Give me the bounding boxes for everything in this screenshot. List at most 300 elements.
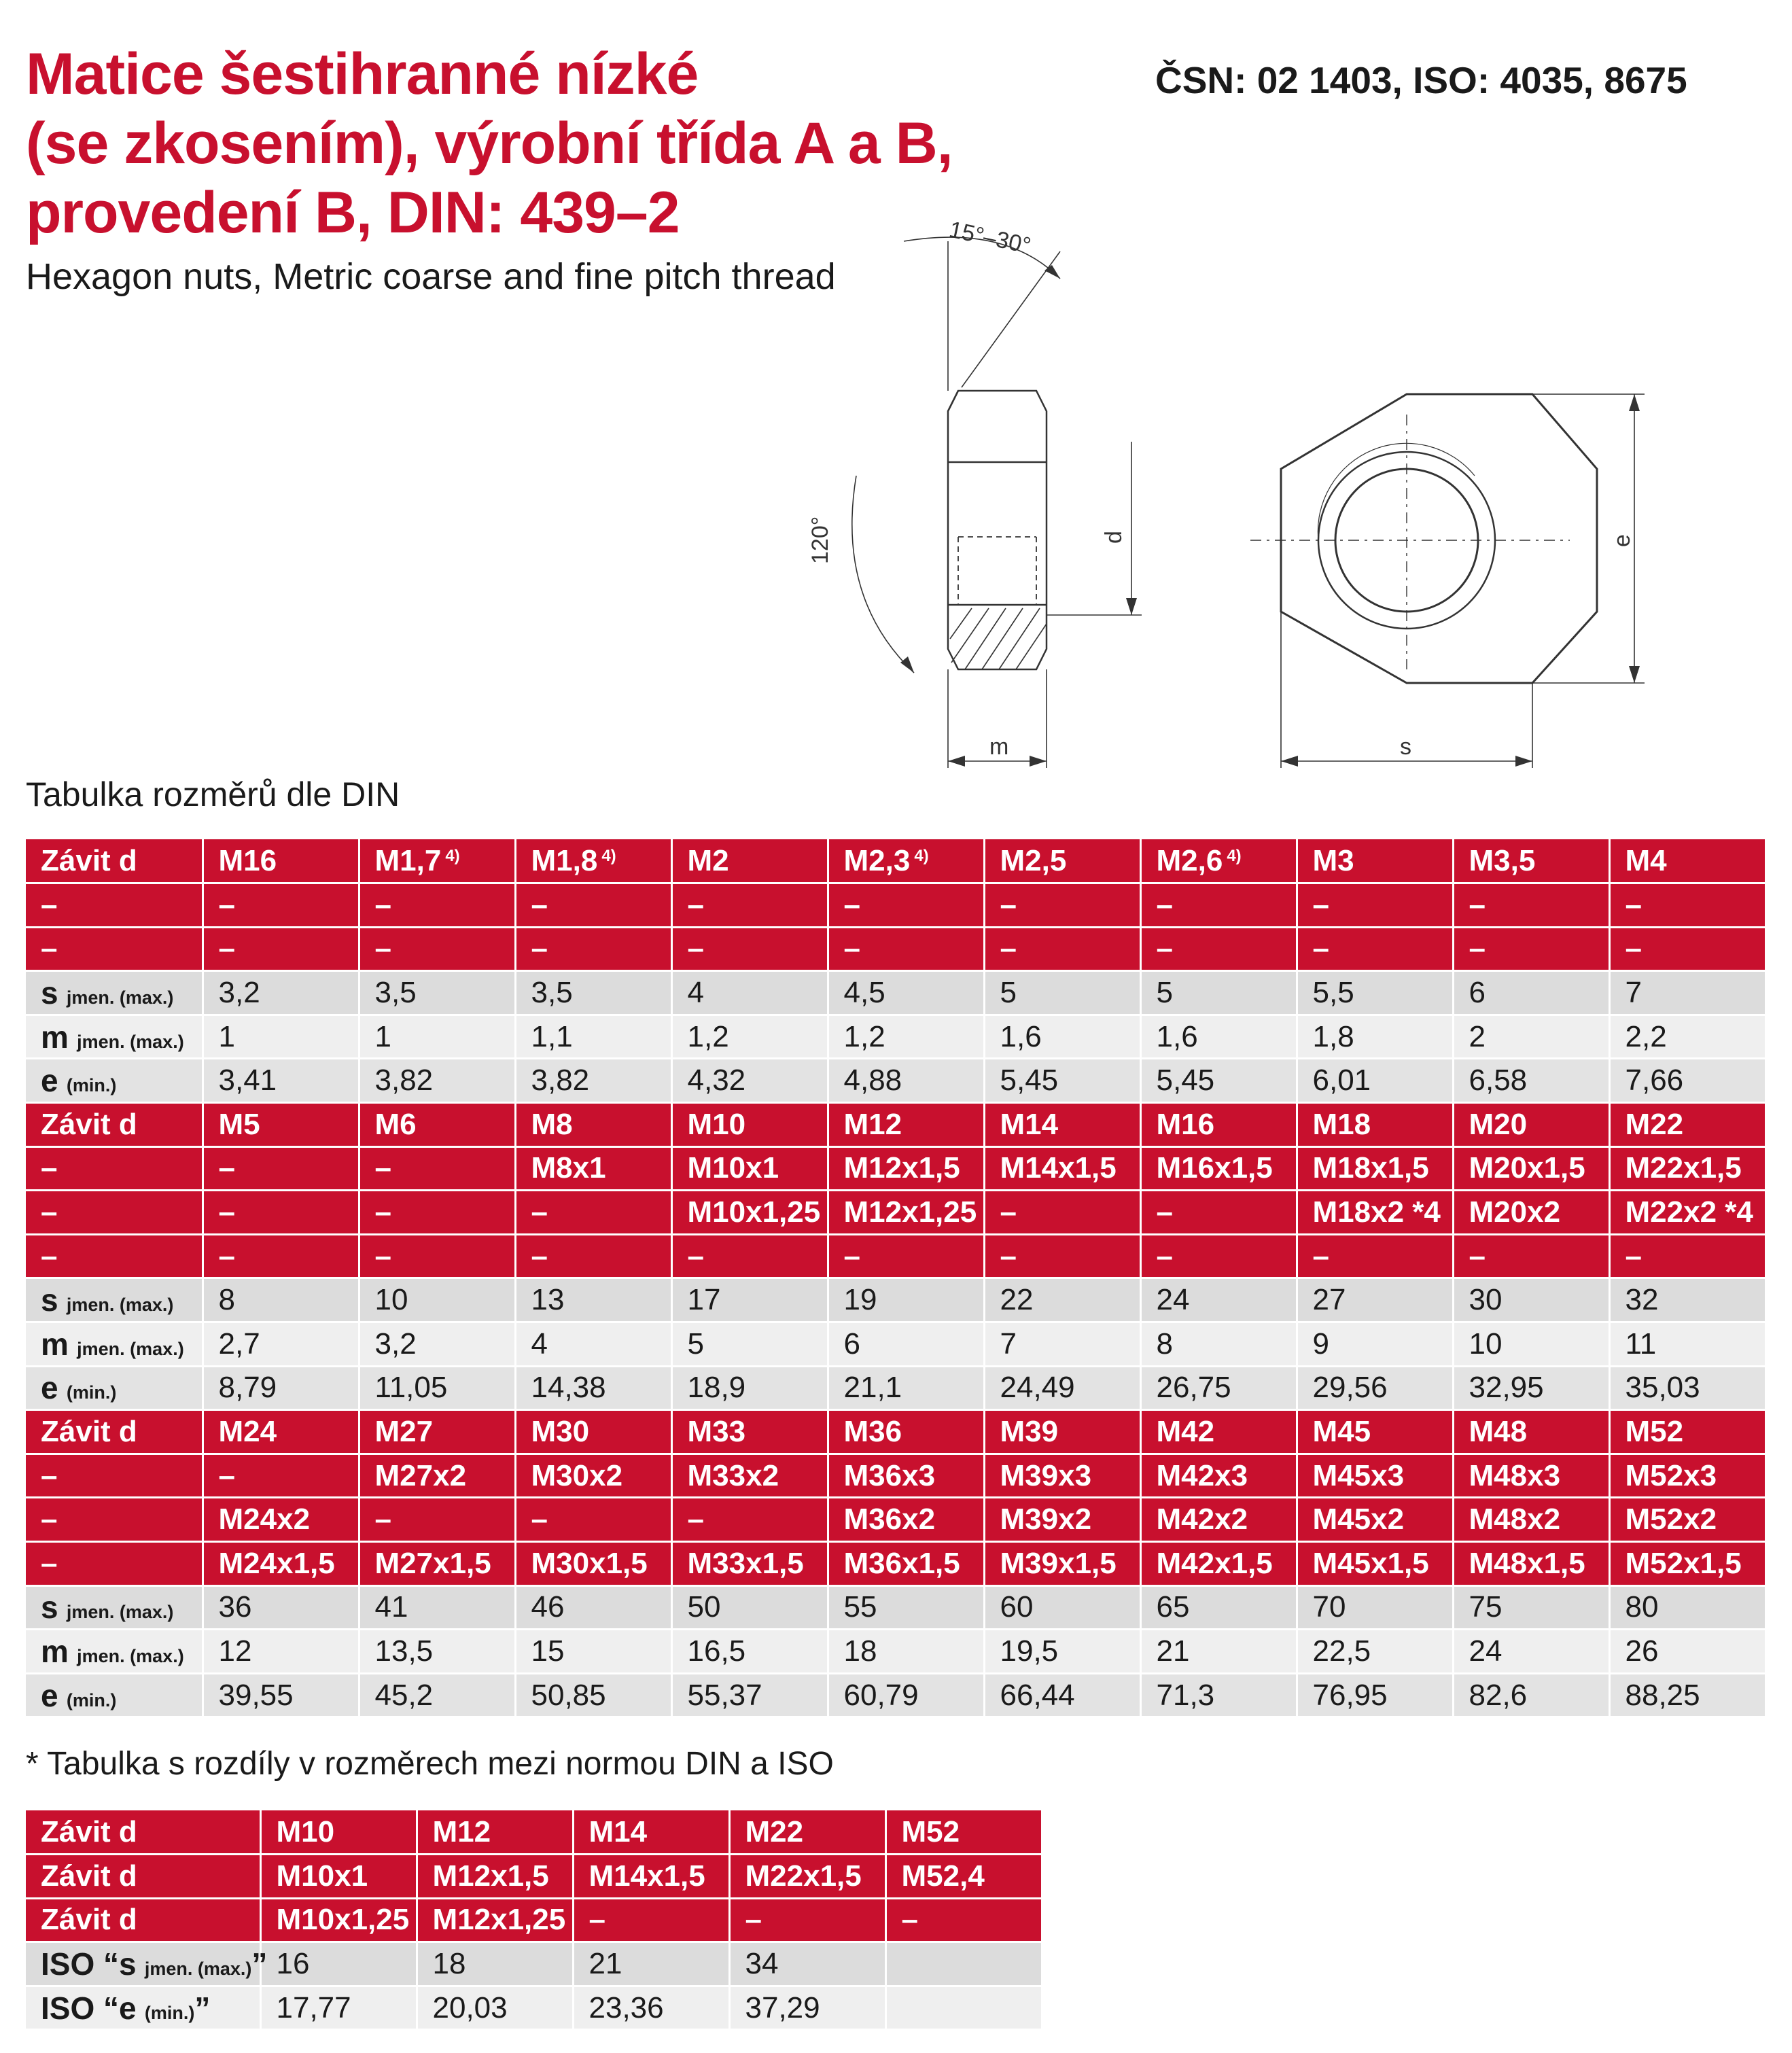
dim-value: 5,5 (1297, 971, 1453, 1015)
thread-value: M1,8 (531, 843, 598, 877)
thread-value: M22 (1625, 1107, 1684, 1141)
alt-thread-cell: M36x1,5 (828, 1542, 984, 1586)
thread-value: M16 (218, 843, 277, 877)
dim-value: 21,1 (828, 1366, 984, 1410)
dim-value: 45,2 (359, 1673, 515, 1717)
thread-cell (203, 1103, 359, 1147)
thread-cell (1609, 1410, 1765, 1454)
alt-thread-cell: M45x1,5 (1297, 1542, 1453, 1586)
thread-value: M2 (687, 843, 729, 877)
dim-value: 10 (1453, 1322, 1609, 1367)
alt-thread-cell: – (203, 883, 359, 928)
footnote-ref: 4) (445, 846, 460, 865)
dim-value: 80 (1609, 1585, 1765, 1630)
dim-value: 5,45 (984, 1059, 1140, 1103)
standard-reference: ČSN: 02 1403, ISO: 4035, 8675 (1155, 59, 1687, 101)
dim-value: 15 (515, 1630, 671, 1674)
dim-value: 11 (1609, 1322, 1765, 1367)
alt-thread-label: – (26, 1234, 203, 1278)
thread-cell (203, 1410, 359, 1454)
thread-value: M16 (1156, 1107, 1215, 1141)
dim-value: 41 (359, 1585, 515, 1630)
dim-value: 13,5 (359, 1630, 515, 1674)
alt-thread-cell: M48x3 (1453, 1454, 1609, 1498)
thread-value: M18 (1312, 1107, 1371, 1141)
alt-thread-cell: M16x1,5 (1140, 1146, 1297, 1191)
angle-top-label: 15°–30° (947, 216, 1034, 260)
dim-value: 27 (1297, 1278, 1453, 1322)
dim-value: 3,82 (359, 1059, 515, 1103)
dim-value: 5,45 (1140, 1059, 1297, 1103)
alt-thread-cell: – (671, 883, 828, 928)
dim-value: 76,95 (1297, 1673, 1453, 1717)
alt-thread-cell: M8x1 (515, 1146, 671, 1191)
dim-value: 18 (828, 1630, 984, 1674)
thread-value: M36 (843, 1415, 902, 1449)
alt-thread-cell: – (515, 1234, 671, 1278)
alt-thread-cell: M30x1,5 (515, 1542, 671, 1586)
alt-thread-cell: – (984, 1234, 1140, 1278)
alt-thread-cell: M39x2 (984, 1498, 1140, 1542)
thread-value: M12 (843, 1107, 902, 1141)
dim-value: 1,8 (1297, 1015, 1453, 1059)
title-line-3: provedení B, DIN: 439–2 (26, 180, 680, 245)
thread-cell (984, 1103, 1140, 1147)
dim-value: 5 (671, 1322, 828, 1367)
dim-value: 3,2 (359, 1322, 515, 1367)
dim-value: 29,56 (1297, 1366, 1453, 1410)
dim-row-s (26, 971, 1765, 1015)
thread-value: M3 (1312, 843, 1354, 877)
thread-cell (828, 1410, 984, 1454)
alt-thread-cell: M33x2 (671, 1454, 828, 1498)
alt-thread-cell: – (1453, 1234, 1609, 1278)
thread-cell (1453, 839, 1609, 883)
alt-thread-cell: M42x2 (1140, 1498, 1297, 1542)
dim-value: 65 (1140, 1585, 1297, 1630)
dim-value: 7 (1609, 971, 1765, 1015)
thread-label: Závit d (26, 1410, 203, 1454)
iso-qualifier: (min.) (144, 2002, 195, 2023)
alt-thread-cell: – (1609, 927, 1765, 971)
diff-thread-cell: M12 (417, 1810, 573, 1855)
thread-row (26, 1103, 1765, 1147)
diff-thread-label: Závit d (26, 1855, 260, 1899)
hatched-section (950, 608, 1047, 669)
dim-value: 13 (515, 1278, 671, 1322)
alt-thread-cell: M42x1,5 (1140, 1542, 1297, 1586)
dim-d-label: d (1101, 531, 1127, 544)
dim-value: 26 (1609, 1630, 1765, 1674)
thread-cell (1297, 839, 1453, 883)
alt-thread-cell: – (359, 927, 515, 971)
diff-iso_s-row (26, 1942, 1042, 1986)
thread-value: M2,6 (1156, 843, 1223, 877)
dim-value: 22,5 (1297, 1630, 1453, 1674)
dim-value: 6 (1453, 971, 1609, 1015)
dim-value: 4,5 (828, 971, 984, 1015)
thread-cell (984, 1410, 1140, 1454)
dim-value: 7,66 (1609, 1059, 1765, 1103)
alt-thread-row (26, 1542, 1765, 1586)
dim-qualifier: jmen. (max.) (77, 1645, 184, 1666)
dim-value: 55,37 (671, 1673, 828, 1717)
dim-value: 8,79 (203, 1366, 359, 1410)
alt-thread-row (26, 1146, 1765, 1191)
alt-thread-cell: M10x1,25 (671, 1191, 828, 1235)
alt-thread-cell: M20x1,5 (1453, 1146, 1609, 1191)
thread-value: M39 (1000, 1415, 1059, 1449)
diff-thread-cell: M14 (573, 1810, 729, 1855)
alt-thread-cell: – (515, 1191, 671, 1235)
alt-thread-cell: M20x2 (1453, 1191, 1609, 1235)
footnote-ref: 4) (601, 846, 616, 865)
alt-thread-cell: – (1140, 883, 1297, 928)
alt-thread-cell: M22x2 *4 (1609, 1191, 1765, 1235)
alt-thread-cell: – (359, 883, 515, 928)
title-line-1: Matice šestihranné nízké (26, 41, 699, 107)
dim-value: 32,95 (1453, 1366, 1609, 1410)
thread-value: M30 (531, 1415, 590, 1449)
dim-value: 3,2 (203, 971, 359, 1015)
diff-thread-cell: M10 (260, 1810, 417, 1855)
dim-qualifier: jmen. (max.) (66, 1602, 174, 1623)
dim-label-e (26, 1366, 203, 1410)
dim-qualifier: (min.) (66, 1689, 117, 1710)
alt-thread-cell: – (203, 1454, 359, 1498)
dim-value: 8 (203, 1278, 359, 1322)
iso-prefix: ISO “s (41, 1946, 137, 1982)
alt-thread-row (26, 1191, 1765, 1235)
dim-value: 2,2 (1609, 1015, 1765, 1059)
dim-value: 60,79 (828, 1673, 984, 1717)
thread-cell (1140, 839, 1297, 883)
dim-value: 8 (1140, 1322, 1297, 1367)
alt-thread-cell: – (359, 1146, 515, 1191)
alt-thread-cell: M10x1 (671, 1146, 828, 1191)
dim-value: 12 (203, 1630, 359, 1674)
alt-thread-cell: – (203, 927, 359, 971)
iso-diff-table (26, 1810, 1043, 2031)
thread-value: M8 (531, 1107, 573, 1141)
iso-prefix: ISO “e (41, 1990, 137, 2026)
alt-thread-cell: – (515, 883, 671, 928)
dim-label-e (26, 1673, 203, 1717)
dim-row-m (26, 1630, 1765, 1674)
diff-thread-cell: M14x1,5 (573, 1855, 729, 1899)
dim-value: 9 (1297, 1322, 1453, 1367)
alt-thread-cell: – (359, 1191, 515, 1235)
thread-value: M24 (218, 1415, 277, 1449)
dim-value: 7 (984, 1322, 1140, 1367)
thread-cell (671, 1410, 828, 1454)
dim-value: 3,5 (359, 971, 515, 1015)
alt-thread-row (26, 1234, 1765, 1278)
alt-thread-cell: – (1297, 1234, 1453, 1278)
alt-thread-cell: M39x3 (984, 1454, 1140, 1498)
dim-symbol: s (41, 1590, 58, 1626)
thread-cell (359, 1410, 515, 1454)
side-view-outline (948, 391, 1047, 669)
dim-e-label: e (1609, 534, 1635, 547)
alt-thread-cell: M42x3 (1140, 1454, 1297, 1498)
dim-label-m (26, 1322, 203, 1367)
thread-value: M33 (687, 1415, 746, 1449)
alt-thread-cell: M12x1,5 (828, 1146, 984, 1191)
thread-value: M45 (1312, 1415, 1371, 1449)
dim-value: 50,85 (515, 1673, 671, 1717)
dim-value: 2 (1453, 1015, 1609, 1059)
dim-value: 70 (1297, 1585, 1453, 1630)
alt-thread-cell: – (203, 1146, 359, 1191)
diff-thread-cell: M10x1 (260, 1855, 417, 1899)
dim-value: 3,5 (515, 971, 671, 1015)
diff-thread-label: Závit d (26, 1810, 260, 1855)
dim-value: 10 (359, 1278, 515, 1322)
dim-value: 1,6 (1140, 1015, 1297, 1059)
thread-value: M3,5 (1469, 843, 1536, 877)
diff-value: 16 (260, 1942, 417, 1986)
dim-value: 4,88 (828, 1059, 984, 1103)
alt-thread-cell: M52x1,5 (1609, 1542, 1765, 1586)
thread-cell (1297, 1410, 1453, 1454)
dim-qualifier: jmen. (max.) (77, 1031, 184, 1052)
alt-thread-cell: M14x1,5 (984, 1146, 1140, 1191)
alt-thread-label: – (26, 927, 203, 971)
dim-value: 24 (1453, 1630, 1609, 1674)
dim-value: 82,6 (1453, 1673, 1609, 1717)
alt-thread-cell: – (671, 1234, 828, 1278)
alt-thread-cell: M36x3 (828, 1454, 984, 1498)
dim-row-e (26, 1673, 1765, 1717)
dim-row-m (26, 1015, 1765, 1059)
dim-symbol: e (41, 1063, 58, 1099)
thread-cell (203, 839, 359, 883)
alt-thread-cell: – (203, 1234, 359, 1278)
alt-thread-cell: M52x3 (1609, 1454, 1765, 1498)
diff-thread-row (26, 1810, 1042, 1855)
alt-thread-cell: M39x1,5 (984, 1542, 1140, 1586)
thread-value: M1,7 (374, 843, 442, 877)
dim-m-label: m (989, 734, 1009, 760)
dim-value: 5 (984, 971, 1140, 1015)
alt-thread-label: – (26, 1191, 203, 1235)
alt-thread-cell: M48x1,5 (1453, 1542, 1609, 1586)
technical-drawing (781, 204, 1665, 782)
alt-thread-cell: M45x3 (1297, 1454, 1453, 1498)
alt-thread-cell: – (828, 1234, 984, 1278)
thread-value: M20 (1469, 1107, 1528, 1141)
alt-thread-label: – (26, 1498, 203, 1542)
alt-thread-cell: – (515, 927, 671, 971)
thread-value: M14 (1000, 1107, 1059, 1141)
dim-value: 6,58 (1453, 1059, 1609, 1103)
dim-symbol: e (41, 1370, 58, 1406)
alt-thread-cell: M27x2 (359, 1454, 515, 1498)
dim-value: 1,2 (828, 1015, 984, 1059)
dim-value: 1,2 (671, 1015, 828, 1059)
dim-value: 88,25 (1609, 1673, 1765, 1717)
alt-thread-row (26, 1454, 1765, 1498)
dim-label-s (26, 1585, 203, 1630)
footnote-ref: 4) (914, 846, 929, 865)
diff-iso_e-label (26, 1986, 260, 2030)
thread-value: M2,5 (1000, 843, 1067, 877)
dim-value: 35,03 (1609, 1366, 1765, 1410)
thread-cell (828, 1103, 984, 1147)
dim-value: 2,7 (203, 1322, 359, 1367)
thread-cell (671, 1103, 828, 1147)
dim-value: 24,49 (984, 1366, 1140, 1410)
dim-qualifier: jmen. (max.) (66, 987, 174, 1008)
dim-value: 6 (828, 1322, 984, 1367)
diff-value: 17,77 (260, 1986, 417, 2030)
diff-value: 21 (573, 1942, 729, 1986)
alt-thread-cell: M27x1,5 (359, 1542, 515, 1586)
dim-value: 6,01 (1297, 1059, 1453, 1103)
alt-thread-cell: – (671, 1498, 828, 1542)
dim-value: 71,3 (1140, 1673, 1297, 1717)
alt-thread-cell: – (203, 1191, 359, 1235)
diff-thread-label: Závit d (26, 1898, 260, 1942)
diff-value: 37,29 (729, 1986, 885, 2030)
thread-cell (1453, 1410, 1609, 1454)
dim-value: 3,41 (203, 1059, 359, 1103)
alt-thread-cell: – (828, 883, 984, 928)
footnote-ref: 4) (1227, 846, 1242, 865)
dim-row-m (26, 1322, 1765, 1367)
dim-value: 46 (515, 1585, 671, 1630)
diff-iso_e-row (26, 1986, 1042, 2030)
alt-thread-cell: – (359, 1234, 515, 1278)
diff-value: 34 (729, 1942, 885, 1986)
thread-value: M5 (218, 1107, 260, 1141)
diff-thread-cell: M10x1,25 (260, 1898, 417, 1942)
dim-qualifier: jmen. (max.) (66, 1295, 174, 1316)
thread-value: M2,3 (843, 843, 911, 877)
iso-qualifier: jmen. (max.) (144, 1959, 252, 1980)
dim-value: 1,6 (984, 1015, 1140, 1059)
thread-cell (1609, 1103, 1765, 1147)
thread-value: M4 (1625, 843, 1667, 877)
diff-thread-row (26, 1855, 1042, 1899)
diff-value (885, 1942, 1042, 1986)
thread-cell (359, 839, 515, 883)
alt-thread-cell: – (359, 1498, 515, 1542)
dim-value: 39,55 (203, 1673, 359, 1717)
thread-row (26, 1410, 1765, 1454)
dim-value: 30 (1453, 1278, 1609, 1322)
thread-cell (1453, 1103, 1609, 1147)
dim-value: 1 (359, 1015, 515, 1059)
diff-thread-cell: – (729, 1898, 885, 1942)
alt-thread-label: – (26, 1146, 203, 1191)
thread-value: M48 (1469, 1415, 1528, 1449)
thread-label: Závit d (26, 839, 203, 883)
dim-value: 16,5 (671, 1630, 828, 1674)
thread-cell (515, 1103, 671, 1147)
thread-cell (1609, 839, 1765, 883)
dim-value: 11,05 (359, 1366, 515, 1410)
alt-thread-cell: M24x1,5 (203, 1542, 359, 1586)
alt-thread-cell: – (984, 883, 1140, 928)
thread-cell (1140, 1410, 1297, 1454)
title-line-2: (se zkosením), výrobní třída A a B, (26, 111, 953, 176)
thread-cell (671, 839, 828, 883)
diff-thread-cell: M12x1,5 (417, 1855, 573, 1899)
thread-value: M27 (374, 1415, 434, 1449)
alt-thread-cell: – (1297, 927, 1453, 971)
dim-value: 26,75 (1140, 1366, 1297, 1410)
alt-thread-cell: M45x2 (1297, 1498, 1453, 1542)
dim-value: 17 (671, 1278, 828, 1322)
dim-row-e (26, 1366, 1765, 1410)
diff-thread-cell: M52 (885, 1810, 1042, 1855)
dim-symbol: m (41, 1326, 69, 1362)
alt-thread-cell: – (1140, 1191, 1297, 1235)
dim-symbol: m (41, 1019, 69, 1055)
dim-label-s (26, 1278, 203, 1322)
alt-thread-label: – (26, 1542, 203, 1586)
dim-value: 19,5 (984, 1630, 1140, 1674)
alt-thread-cell: – (671, 927, 828, 971)
footnote: * Tabulka s rozdíly v rozměrech mezi normou DIN a ISO (26, 1746, 834, 1782)
alt-thread-row (26, 1498, 1765, 1542)
dim-value: 4 (515, 1322, 671, 1367)
thread-cell (828, 839, 984, 883)
alt-thread-cell: – (1609, 1234, 1765, 1278)
iso-suffix: ” (194, 1990, 211, 2026)
diff-value: 23,36 (573, 1986, 729, 2030)
dim-value: 32 (1609, 1278, 1765, 1322)
subtitle: Hexagon nuts, Metric coarse and fine pitch thread (26, 256, 836, 297)
diff-value (885, 1986, 1042, 2030)
thread-value: M52 (1625, 1415, 1684, 1449)
dim-row-s (26, 1585, 1765, 1630)
dim-label-m (26, 1630, 203, 1674)
dim-value: 50 (671, 1585, 828, 1630)
diff-thread-cell: – (885, 1898, 1042, 1942)
thread-label: Závit d (26, 1103, 203, 1147)
dim-value: 4 (671, 971, 828, 1015)
alt-thread-cell: – (1140, 927, 1297, 971)
alt-thread-cell: – (1297, 883, 1453, 928)
alt-thread-cell: – (828, 927, 984, 971)
diff-thread-row (26, 1898, 1042, 1942)
alt-thread-cell: M18x2 *4 (1297, 1191, 1453, 1235)
alt-thread-cell: M24x2 (203, 1498, 359, 1542)
alt-thread-label: – (26, 883, 203, 928)
dim-symbol: m (41, 1633, 69, 1669)
thread-value: M6 (374, 1107, 417, 1141)
dim-value: 21 (1140, 1630, 1297, 1674)
diff-thread-cell: M12x1,25 (417, 1898, 573, 1942)
dim-value: 22 (984, 1278, 1140, 1322)
dim-qualifier: (min.) (66, 1075, 117, 1096)
alt-thread-cell: – (984, 927, 1140, 971)
thread-cell (515, 1410, 671, 1454)
dim-s-label: s (1400, 734, 1411, 760)
alt-thread-cell: M30x2 (515, 1454, 671, 1498)
alt-thread-cell: – (1453, 927, 1609, 971)
alt-thread-cell: – (1453, 883, 1609, 928)
diff-thread-cell: – (573, 1898, 729, 1942)
dim-value: 24 (1140, 1278, 1297, 1322)
thread-value: M42 (1156, 1415, 1215, 1449)
thread-value: M10 (687, 1107, 746, 1141)
alt-thread-row (26, 883, 1765, 928)
diff-value: 18 (417, 1942, 573, 1986)
